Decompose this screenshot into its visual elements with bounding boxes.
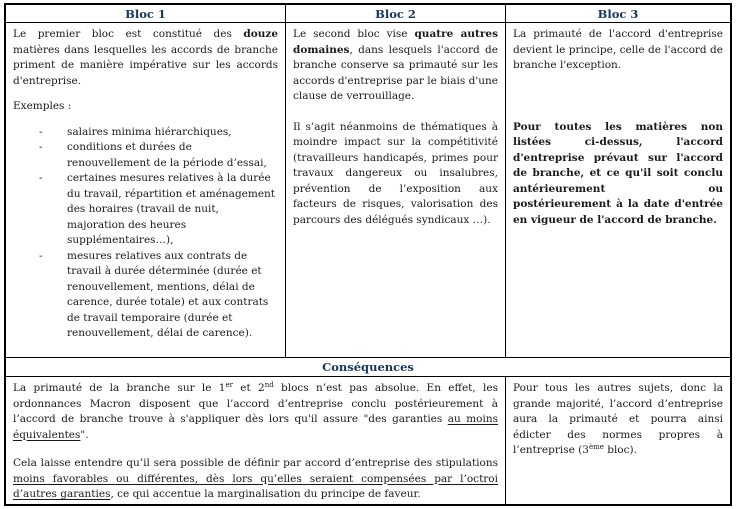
list-item [39, 249, 278, 342]
consequences-right-paragraph [513, 381, 723, 459]
list-item [39, 171, 278, 249]
dash-marker: - [39, 141, 43, 153]
list-item-text: mesures relatives aux contrats de travail à durée déterminée (durée et renouvellement, mentions, délai de carence, durée totale) et aux contrats de travail temporaire (durée et renouvellement, délai de carence). [67, 249, 269, 339]
bloc1-example-list [13, 125, 278, 342]
cl-p1-underlined-text: au moins équivalentes [13, 413, 498, 441]
bloc2-body-cell [286, 23, 506, 358]
bloc1-intro-paragraph [13, 27, 278, 89]
bloc1-examples-label: Exemples : [13, 100, 72, 112]
list-item-text: salaires minima hiérarchiques, [67, 125, 232, 138]
dash-marker: - [39, 172, 43, 184]
bloc3-body-cell [506, 23, 730, 358]
bloc2-paragraph-1 [293, 27, 498, 105]
bloc1-intro-bold-text: douze [243, 28, 278, 40]
consequences-header-label: Conséquences [322, 360, 414, 374]
bloc2-p1-text-pre: Le second bloc vise [293, 28, 415, 40]
cl-p2-text-1: Cela laisse entendre qu’il sera possible de définir par accord d’entreprise des stipulations [13, 457, 498, 469]
bloc2-p1-text-post: , dans lesquels l'accord de branche conserve sa primauté sur les accords d'entreprise par le biais d'une clause de verrouillage. [293, 43, 498, 102]
consequences-left-paragraph-1 [13, 381, 498, 443]
cl-p1-text-3: blocs n’est pas absolue. En effet, les ordonnances Macron disposent que l’accord d’entreprise conclu postérieurement à l’accord de branche trouve à s'appliquer dès lors qu'il assure "des garanties [13, 382, 498, 425]
ordinal-superscript: nd [264, 381, 274, 389]
cl-p2-underlined-text: moins favorables ou différentes, dès lors qu’elles seraient compensées par l’octroi d’autres garanties [13, 472, 498, 500]
cr-text-post: bloc). [603, 444, 637, 456]
dash-marker: - [39, 249, 43, 262]
consequences-left-paragraph-2 [13, 456, 498, 503]
cl-p2-text-2: , ce qui accentue la marginalisation du principe de faveur. [110, 488, 421, 500]
bloc3-paragraph-2-bold: Pour toutes les matières non listées ci-dessus, l'accord d'entreprise prévaut sur l'accord de branche, et ce qu'il soit conclu antérieurement ou postérieurement à la date d'entrée en vigueur de l'accord de branche. [513, 120, 723, 226]
bloc2-paragraph-2: Il s’agit néanmoins de thématiques à moindre impact sur la compétitivité (travailleurs handicapés, primes pour travaux dangereux ou insalubres, prévention de l’exposition aux facteurs de risques, valorisation des parcours des délégués syndicaux …). [293, 120, 498, 226]
bloc1-header-label: Bloc 1 [125, 6, 166, 21]
list-item [39, 140, 278, 171]
consequences-header-cell [6, 358, 730, 377]
blocs-table [4, 3, 732, 506]
list-item [39, 125, 278, 141]
list-item-text: certaines mesures relatives à la durée du travail, répartition et aménagement des horaires (travail de nuit, majoration des heures supplémentaires…), [67, 172, 276, 246]
bloc2-header-label: Bloc 2 [375, 6, 416, 21]
ordinal-superscript: ème [588, 443, 604, 451]
bloc2-header-cell [286, 5, 506, 23]
bloc1-header-cell [6, 5, 286, 23]
cl-p1-text-4: ". [80, 428, 89, 441]
dash-marker: - [39, 125, 43, 138]
bloc1-body-cell [6, 23, 286, 358]
cl-p1-text-1: La primauté de la branche sur le 1 [13, 382, 226, 394]
bloc2-p1-bold-text: quatre autres domaines [293, 28, 498, 56]
bloc1-intro-text-pre: Le premier bloc est constitué des [13, 28, 244, 40]
bloc3-header-label: Bloc 3 [597, 6, 639, 21]
bloc3-header-cell [506, 5, 730, 23]
list-item-text: conditions et durées de renouvellement de la période d’essai, [67, 141, 267, 169]
bloc1-intro-text-post: matières dans lesquelles les accords de branche priment de manière impérative sur les accords d'entreprise. [13, 43, 278, 87]
bloc3-paragraph-1: La primauté de l'accord d'entreprise devient le principe, celle de l'accord de branche l'exception. [513, 28, 723, 71]
cr-text-pre: Pour tous les autres sujets, donc la grande majorité, l’accord d’entreprise aura la primauté et pourra ainsi édicter des normes propres à l’entreprise (3 [513, 382, 723, 456]
ordinal-superscript: er [225, 381, 233, 389]
consequences-right-cell [506, 377, 730, 504]
cl-p1-text-2: et 2 [232, 382, 265, 394]
consequences-left-cell [6, 377, 506, 504]
